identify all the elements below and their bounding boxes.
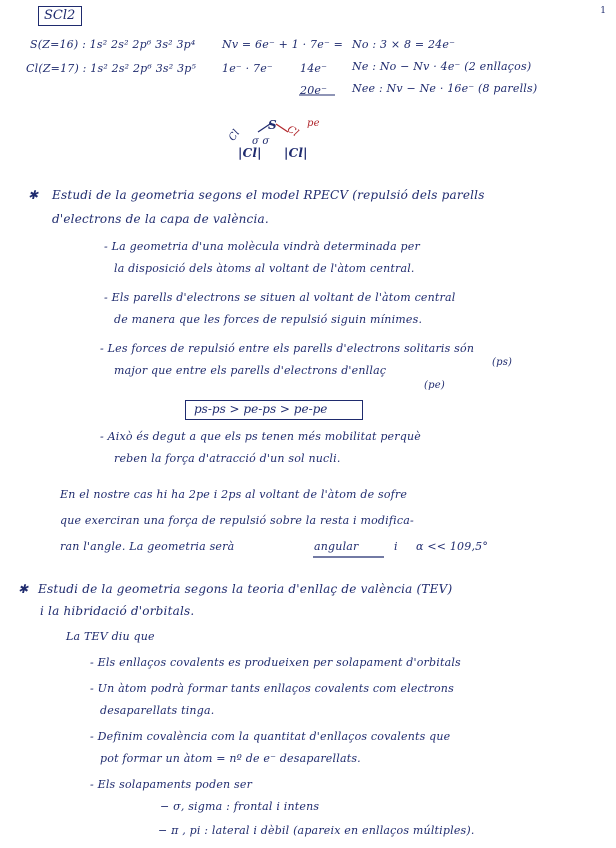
section1-item2-line1: - Els parells d'electrons se situen al voltant de l'àtom central [104, 291, 456, 304]
section1-item4-line1: - Això és degut a que els ps tenen més mobilitat perquè [100, 430, 421, 443]
section2-item2-line2: desaparellats tinga. [100, 704, 215, 717]
section2-item3-line1: - Definim covalència com la quantitat d'enllaços covalents que [90, 730, 451, 743]
section1-item1-line2: la disposició dels àtoms al voltant de l'àtom central. [114, 262, 415, 275]
geometry-angular: angular [314, 540, 359, 553]
lewis-cl-right: |Cl| [284, 146, 308, 160]
valence-row1: Nv = 6e⁻ + 1 · 7e⁻ = [222, 38, 344, 51]
lewis-cl-left: |Cl| [238, 146, 262, 160]
section1-heading-line2: d'electrons de la capa de valència. [52, 212, 269, 226]
page-number: 1 [600, 6, 606, 16]
lewis-lone-left: Cl [226, 127, 243, 144]
repulsion-inequality: ps-ps > pe-ps > pe-pe [194, 402, 328, 416]
config-chlorine: Cl(Z=17) : 1s² 2s² 2p⁶ 3s² 3p⁵ [26, 62, 197, 75]
page-title: SCl2 [44, 8, 76, 23]
section2-heading-line1: Estudi de la geometria segons la teoria d'enllaç de valència (TEV) [38, 582, 453, 596]
paragraph-line3c: i [394, 540, 398, 553]
valence-row2: 1e⁻ · 7e⁻ [222, 62, 273, 75]
section2-item1-line1: - Els enllaços covalents es produeixen per solapament d'orbitals [90, 656, 461, 669]
section1-item3-line2: major que entre els parells d'electrons d'enllaç [114, 364, 387, 377]
config-sulfur: S(Z=16) : 1s² 2s² 2p⁶ 3s² 3p⁴ [30, 38, 196, 51]
pe-tag: (pe) [424, 380, 445, 391]
section1-item1-line1: - La geometria d'una molècula vindrà determinada per [104, 240, 420, 253]
valence-total-numerator: 14e⁻ [300, 62, 328, 75]
count-nee: Nee : Nv − Ne · 16e⁻ (8 parells) [352, 82, 538, 95]
lewis-lone-right: Cl [284, 123, 301, 140]
section2-item2-line1: - Un àtom podrà formar tants enllaços covalents com electrons [90, 682, 454, 695]
section2-heading-line2: i la hibridació d'orbitals. [40, 604, 195, 618]
section2-bullet: ✱ [18, 582, 29, 596]
repulsion-inequality-box [185, 400, 363, 420]
bond-arrow-left [258, 124, 270, 132]
paragraph-line1: En el nostre cas hi ha 2pe i 2ps al voltant de l'àtom de sofre [60, 488, 408, 501]
count-ne: Ne : No − Nv · 4e⁻ (2 enllaços) [352, 60, 532, 73]
section1-heading-line1: Estudi de la geometria segons el model RPECV (repulsió dels parells [52, 188, 485, 202]
section2-item3-line2: pot formar un àtom = nº de e⁻ desaparellats. [100, 752, 361, 765]
paragraph-line3a: ran l'angle. La geometria serà [60, 540, 235, 553]
overlap-pi: − π , pi : lateral i dèbil (apareix en enllaços múltiples). [158, 824, 475, 837]
bond-angle: α << 109,5° [416, 540, 489, 553]
bond-arrow-right [276, 124, 288, 132]
section1-bullet: ✱ [28, 188, 39, 202]
ps-tag: (ps) [492, 357, 513, 368]
section2-item4-line1: - Els solapaments poden ser [90, 778, 253, 791]
overlap-sigma: − σ, sigma : frontal i intens [160, 800, 320, 813]
section1-item3-line1: - Les forces de repulsió entre els parells d'electrons solitaris són [100, 342, 475, 355]
lewis-pair-tag: pe [307, 118, 320, 129]
paragraph-line2: que exerciran una força de repulsió sobre la resta i modifica- [60, 514, 414, 527]
section1-item2-line2: de manera que les forces de repulsió siguin mínimes. [114, 313, 423, 326]
lewis-center-atom: S [268, 118, 277, 132]
section1-item4-line2: reben la força d'atracció d'un sol nucli. [114, 452, 341, 465]
valence-total-denominator: 20e⁻ [300, 84, 328, 97]
section2-intro: La TEV diu que [66, 630, 155, 643]
lewis-sigma-labels: σ σ [252, 136, 270, 147]
count-no: No : 3 × 8 = 24e⁻ [352, 38, 456, 51]
